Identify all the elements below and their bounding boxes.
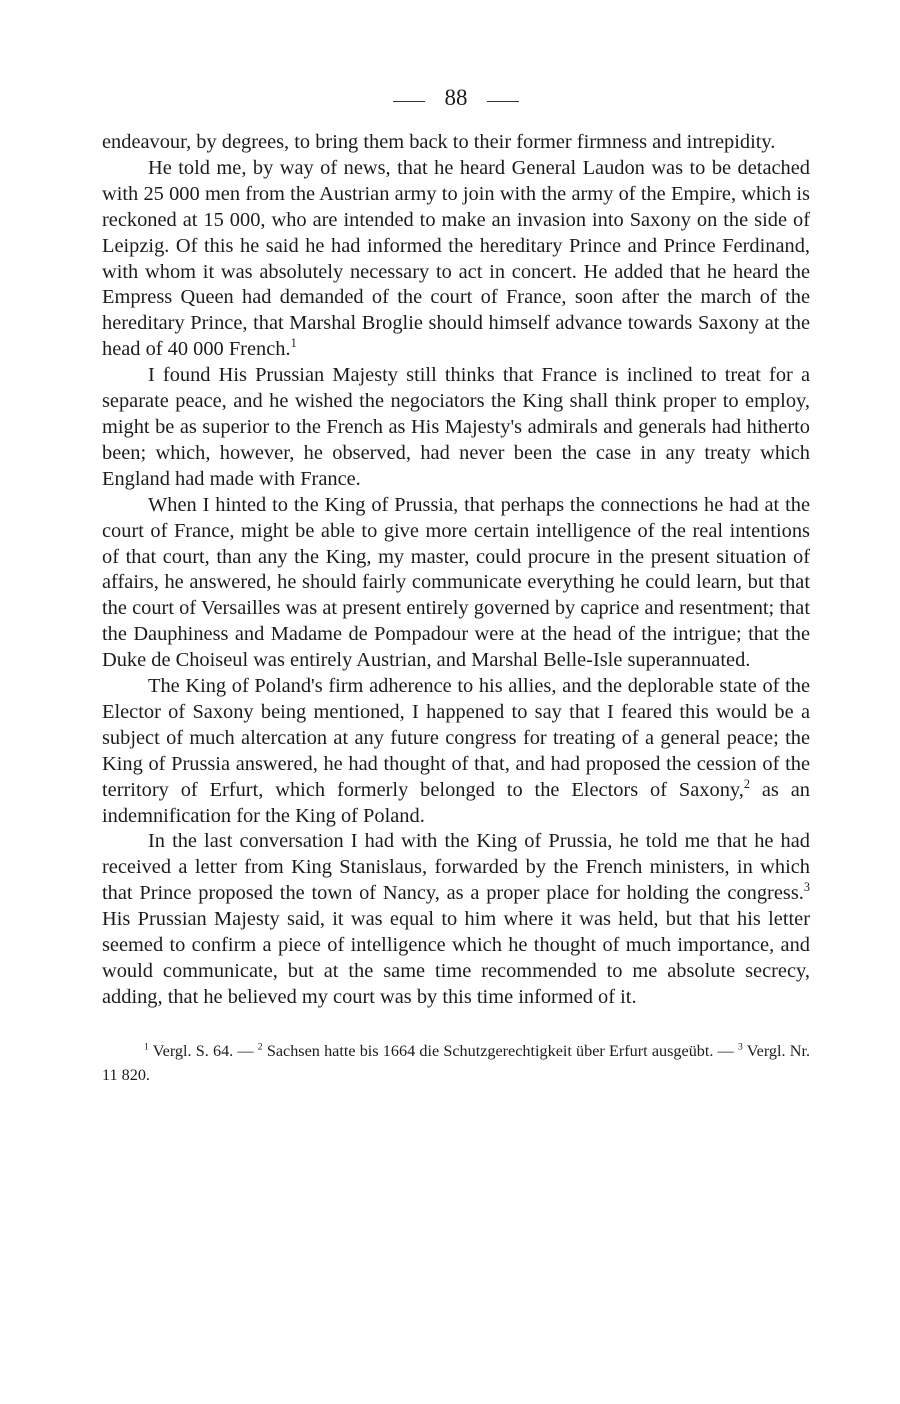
paragraph-4: [102, 493, 810, 674]
paragraph-text: In the last conversation I had with the King of Prussia, he told me that he had received a letter from King Stanislaus, forwarded by the French ministers, in which that Prince proposed the town of Nancy, as a proper place for holding the congress.: [102, 830, 810, 905]
footnote-marker-2: 2: [257, 1041, 263, 1053]
paragraph-text: His Prussian Majesty said, it was equal to him where it was held, but that his letter seemed to confirm a piece of intelligence which he thought of much importance, and would communicate, but at the same time recommended to me absolute secrecy, adding, that he believed my court was by this time informed of it.: [102, 908, 810, 1008]
footnote-marker-1: 1: [144, 1041, 149, 1053]
paragraph-text: He told me, by way of news, that he heard General Laudon was to be detached with 25 000 men from the Austrian army to join with the army of the Empire, which is reckoned at 15 000, who are intended to make an invasion into Saxony on the side of Leipzig. Of this he said he had informed the hereditary Prince and Prince Ferdinand, with whom it was absolutely necessary to act in concert. He added that he heard the Empress Queen had demanded of the court of France, soon after the march of the hereditary Prince, that Marshal Broglie should himself advance towards Saxony at the head of 40 000 French.: [102, 156, 810, 361]
paragraph-text: The King of Poland's firm adherence to his allies, and the deplorable state of the Elector of Saxony being mentioned, I happened to say that I feared this would be a subject of much altercation at any future congress for treating of a general peace; the King of Prussia answered, he had thought of that, and had proposed the cession of the territory of Erfurt, which formerly belonged to the Electors of Saxony,: [102, 675, 810, 801]
paragraph-text: endeavour, by degrees, to bring them back to their former firmness and intrepidity.: [102, 131, 776, 153]
footnote-ref-1: 1: [290, 336, 297, 351]
page-number: 88: [444, 85, 468, 110]
paragraph-5: [102, 674, 810, 829]
footnote-text-3: Vergl. Nr. 11 820.: [102, 1041, 810, 1084]
paragraph-text: When I hinted to the King of Prussia, that perhaps the connections he had at the court of France, might be able to give more certain intelligence of the real intentions of that court, than any the King, my master, could procure in the present situation of affairs, he answered, he should fairly communicate everything he could learn, but that the court of Versailles was at present entirely governed by caprice and resentment; that the Dauphiness and Madame de Pompadour were at the head of the intrigue; that the Duke de Choiseul was entirely Austrian, and Marshal Belle-Isle superannuated.: [102, 493, 810, 672]
footnote-line: [102, 1039, 810, 1087]
paragraph-6: [102, 829, 810, 1010]
paragraph-text: I found His Prussian Majesty still thinks that France is inclined to treat for a separate peace, and he wished the negociators the King shall think proper to employ, might be as superior to the French as His Majesty's admirals and generals had hitherto been; which, however, he observed, had never been the case in any treaty which England had made with France.: [102, 364, 810, 490]
footnote-text-1: Vergl. S. 64. —: [148, 1041, 258, 1060]
document-page: [102, 78, 810, 1087]
page-header: [102, 78, 810, 118]
paragraph-text: as an indemnification for the King of Poland.: [102, 778, 810, 827]
footnote-text-2: Sachsen hatte bis 1664 die Schutzgerechtigkeit über Erfurt ausgeübt. —: [262, 1041, 738, 1060]
footnote-ref-2: 2: [743, 776, 750, 791]
footnote-ref-3: 3: [803, 880, 810, 895]
paragraph-2: [102, 156, 810, 363]
header-dash-left: [393, 101, 425, 102]
footnotes: [102, 1039, 810, 1087]
header-dash-right: [487, 101, 519, 102]
body-text: [102, 130, 810, 1011]
paragraph-3: [102, 363, 810, 493]
footnote-marker-3: 3: [738, 1041, 743, 1053]
paragraph-1: [102, 130, 810, 156]
